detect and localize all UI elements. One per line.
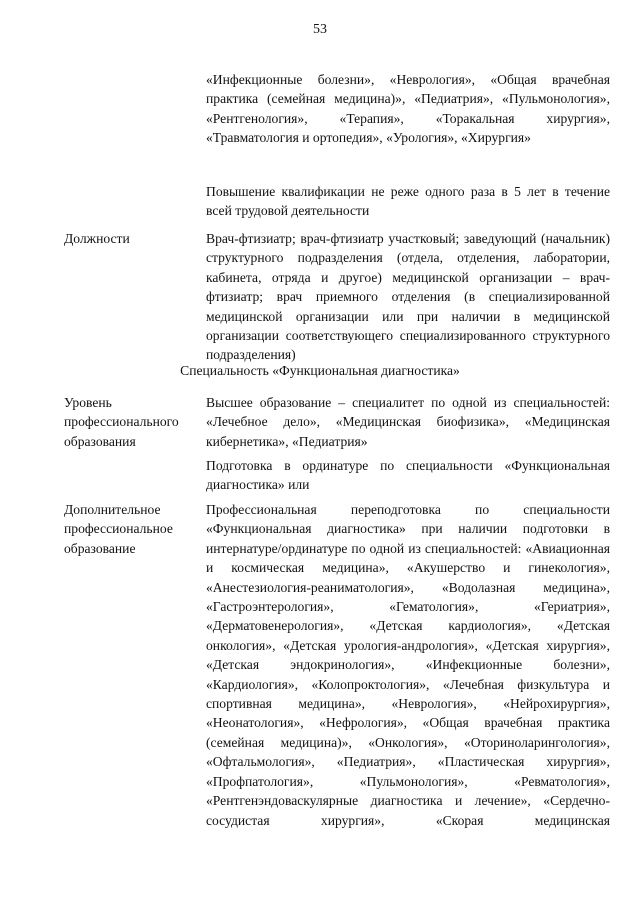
education-text: Высшее образование – специалитет по одной из специальностей: «Лечебное дело», «Медицинская биофизика», «Медицинская кибернетика», «Педиатрия» [206,395,610,449]
education-label: Уровень профессионального образования [64,395,179,449]
specialty-list-continued: «Инфекционные болезни», «Неврология», «Общая врачебная практика (семейная медицина)», «Педиатрия», «Пульмонология», «Рентгенология», «Терапия», «Торакальная хирургия», «Травматология и ортопедия», «Урология», «Хирургия» [206,72,610,146]
page-number: 53 [313,22,327,37]
residency-text: Подготовка в ординатуре по специальности «Функциональная диагностика» или [206,458,610,493]
additional-education-text: Профессиональная переподготовка по специальности «Функциональная диагностика» при наличии подготовки в интернатуре/ординатуре по одной из специальностей: «Авиационная и космическая медицина», «Акушерство и гинекология», «Анестезиология-реаниматология», «Водолазная медицина», «Гастроэнтерология», «Гематология», «Гериатрия», «Дерматовенерология», «Детская кардиология», «Детская онкология», «Детская урология-андрология», «Детская хирургия», «Детская эндокринология», «Инфекционные болезни», «Кардиология», «Колопроктология», «Лечебная физкультура и спортивная медицина», «Неврология», «Нейрохирургия», «Неонатология», «Нефрология», «Общая врачебная практика (семейная медицина)», «Онкология», «Оториноларингология», «Офтальмология», «Педиатрия», «Пластическая хирургия», «Профпатология», «Пульмонология», «Ревматология», «Рентгенэндоваскулярные диагностика и лечение», «Сердечно-сосудистая хирургия», «Скорая медицинская [206,502,610,828]
positions-text: Врач-фтизиатр; врач-фтизиатр участковый; заведующий (начальник) структурного подразделения (отдела, отделения, лаборатории, кабинета, отряда и другое) медицинской организации – врач-фтизиатр; врач приемного отделения (в специализированной медицинской организации или при наличии в медицинской организации соответствующего специализированного структурного подразделения) [206,231,610,363]
additional-education-label: Дополнительное профессиональное образование [64,502,173,556]
positions-label: Должности [64,231,130,246]
qualification-requirement: Повышение квалификации не реже одного раза в 5 лет в течение всей трудовой деятельности [206,184,610,219]
specialty-heading: Специальность «Функциональная диагностика» [180,363,460,378]
